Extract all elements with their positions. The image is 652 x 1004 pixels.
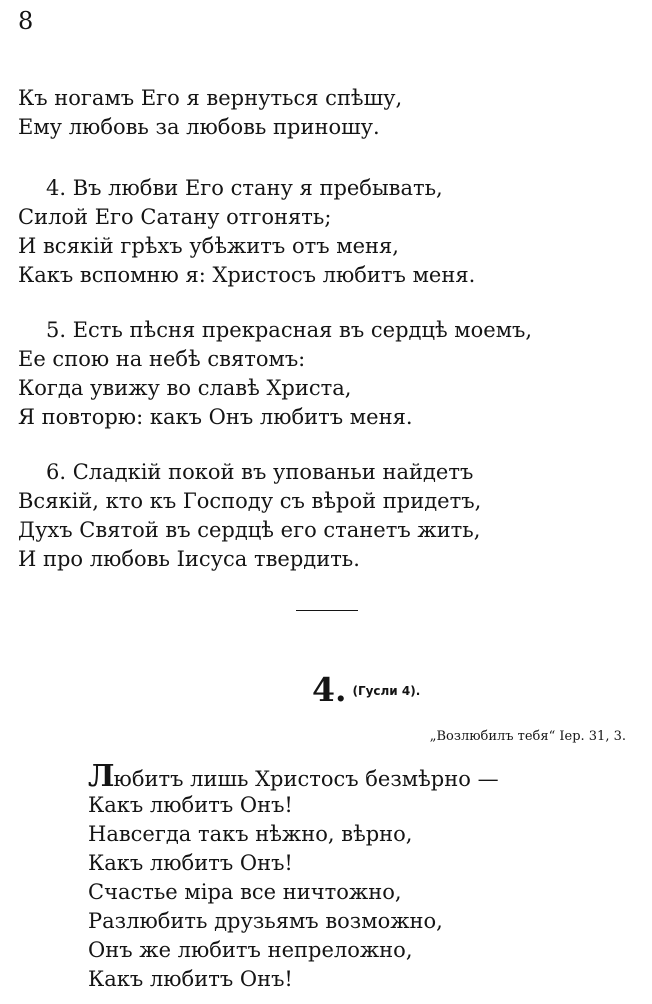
hymn-heading (312, 672, 420, 708)
verse-line: 6. Сладкій покой въ упованьи найдетъ (46, 460, 474, 484)
hymn-stanza-1 (88, 759, 499, 994)
verse-line: И про любовь Іисуса твердить. (18, 547, 360, 571)
verse-line: Разлюбить друзьямъ возможно, (88, 909, 443, 933)
drop-cap: Л (88, 759, 114, 794)
verse-line: Когда увижу во славѣ Христа, (18, 376, 352, 400)
verse-line: Ее спою на небѣ святомъ: (18, 347, 306, 371)
section-divider (296, 610, 358, 611)
verse-line: Какъ любитъ Онъ! (88, 967, 293, 991)
verse-line-first (88, 759, 499, 794)
verse-line: Я повторю: какъ Онъ любитъ меня. (18, 405, 413, 429)
hymn-epigraph: „Возлюбилъ тебя“ Іер. 31, 3. (429, 729, 626, 744)
verse-line: Силой Его Сатану отгонять; (18, 205, 332, 229)
verse-line: И всякій грѣхъ убѣжитъ отъ меня, (18, 234, 399, 258)
verse-line: Онъ же любитъ непреложно, (88, 938, 413, 962)
page-number: 8 (18, 7, 34, 35)
verse-line: Навсегда такъ нѣжно, вѣрно, (88, 822, 413, 846)
verse-line: 4. Въ любви Его стану я пребывать, (46, 176, 443, 200)
verse-line: Ему любовь за любовь приношу. (18, 115, 380, 139)
hymn-tune-reference: (Гусли 4). (352, 684, 421, 698)
first-line-text: юбитъ лишь Христосъ безмѣрно — (113, 767, 499, 791)
verse-line: Всякій, кто къ Господу съ вѣрой придетъ, (18, 489, 482, 513)
hymn-number: 4. (312, 670, 347, 709)
stanza-5 (18, 316, 532, 432)
verse-line: 5. Есть пѣсня прекрасная въ сердцѣ моемъ, (46, 318, 533, 342)
verse-line: Какъ вспомню я: Христосъ любитъ меня. (18, 263, 476, 287)
verse-line: Какъ любитъ Онъ! (88, 851, 293, 875)
stanza-4 (18, 174, 475, 290)
verse-line: Къ ногамъ Его я вернуться спѣшу, (18, 86, 403, 110)
verse-line: Счастье міра все ничтожно, (88, 880, 402, 904)
verse-line: Духъ Святой въ сердцѣ его станетъ жить, (18, 518, 481, 542)
stanza-continued (18, 84, 402, 142)
stanza-6 (18, 458, 481, 574)
verse-line: Какъ любитъ Онъ! (88, 793, 293, 817)
